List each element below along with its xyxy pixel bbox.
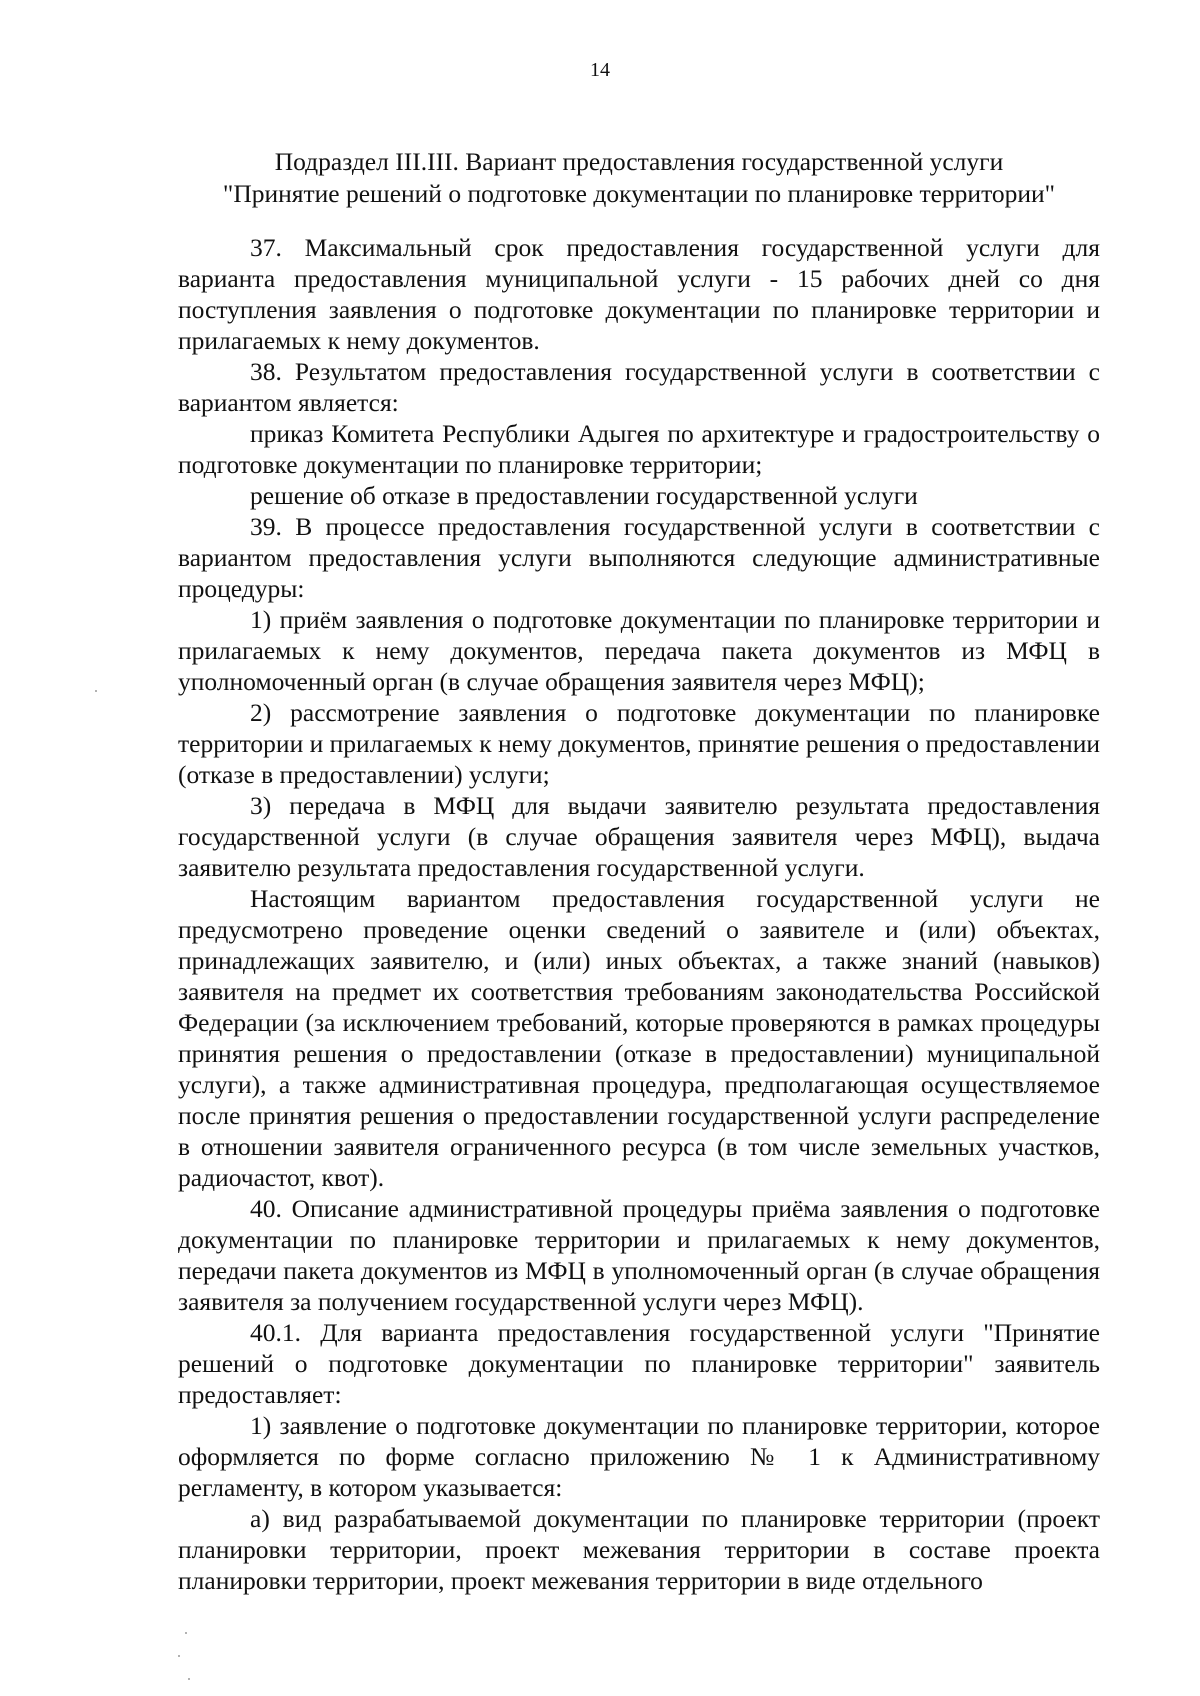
paragraph-39-item-3: 3) передача в МФЦ для выдачи заявителю результата предоставления государственной услуги (в случае обращения заявителя через МФЦ), выдача заявителю результата предоставления государственной услуги. [178, 791, 1100, 882]
paragraph-38-result-refusal: решение об отказе в предоставлении государственной услуги [250, 481, 918, 510]
paragraph-40-1: 40.1. Для варианта предоставления государственной услуги "Принятие решений о подготовке документации по планировке территории" заявитель предоставляет: [178, 1318, 1100, 1409]
scan-speck [185, 1632, 187, 1634]
paragraph-37: 37. Максимальный срок предоставления государственной услуги для варианта предоставления муниципальной услуги - 15 рабочих дней со дня поступления заявления о подготовке документации по планировке территории и прилагаемых к нему документов. [178, 233, 1100, 355]
section-heading-line-1: Подраздел III.III. Вариант предоставления государственной услуги [274, 147, 1004, 176]
document-body [178, 232, 1100, 1596]
paragraph-40-1-item-1: 1) заявление о подготовке документации по планировке территории, которое оформляется по форме согласно приложению № 1 к Административному регламенту, в котором указывается: [178, 1411, 1100, 1502]
paragraph-39-item-2: 2) рассмотрение заявления о подготовке документации по планировке территории и прилагаемых к нему документов, принятие решения о предоставлении (отказе в предоставлении) услуги; [178, 698, 1100, 789]
scan-speck [178, 1655, 180, 1657]
paragraph-39: 39. В процессе предоставления государственной услуги в соответствии с вариантом предоставления услуги выполняются следующие административные процедуры: [178, 512, 1100, 603]
section-heading-line-2: "Принятие решений о подготовке документации по планировке территории" [222, 179, 1056, 208]
section-heading [178, 146, 1100, 210]
paragraph-variant-note: Настоящим вариантом предоставления государственной услуги не предусмотрено проведение оценки сведений о заявителе и (или) объектах, принадлежащих заявителю, и (или) иных объектах, а также знаний (навыков) заявителя на предмет их соответствия требованиям законодательства Российской Федерации (за исключением требований, которые проверяются в рамках процедуры принятия решения о предоставлении (отказе в предоставлении) муниципальной услуги), а также административная процедура, предполагающая осуществляемое после принятия решения о предоставлении государственной услуги распределение в отношении заявителя ограниченного ресурса (в том числе земельных участков, радиочастот, квот). [178, 884, 1100, 1192]
scan-speck [188, 1678, 190, 1680]
scan-speck [95, 690, 97, 692]
paragraph-40: 40. Описание административной процедуры приёма заявления о подготовке документации по планировке территории и прилагаемых к нему документов, передачи пакета документов из МФЦ в уполномоченный орган (в случае обращения заявителя за получением государственной услуги через МФЦ). [178, 1194, 1100, 1316]
paragraph-39-item-1: 1) приём заявления о подготовке документации по планировке территории и прилагаемых к нему документов, передача пакета документов из МФЦ в уполномоченный орган (в случае обращения заявителя через МФЦ); [178, 605, 1100, 696]
paragraph-38-result-order: приказ Комитета Республики Адыгея по архитектуре и градостроительству о подготовке документации по планировке территории; [178, 419, 1100, 479]
paragraph-40-1-item-a: а) вид разрабатываемой документации по планировке территории (проект планировки территории, проект межевания территории в составе проекта планировки территории, проект межевания территории в виде отдельного [178, 1504, 1100, 1595]
page-number: 14 [590, 59, 610, 81]
paragraph-38: 38. Результатом предоставления государственной услуги в соответствии с вариантом является: [178, 357, 1100, 417]
